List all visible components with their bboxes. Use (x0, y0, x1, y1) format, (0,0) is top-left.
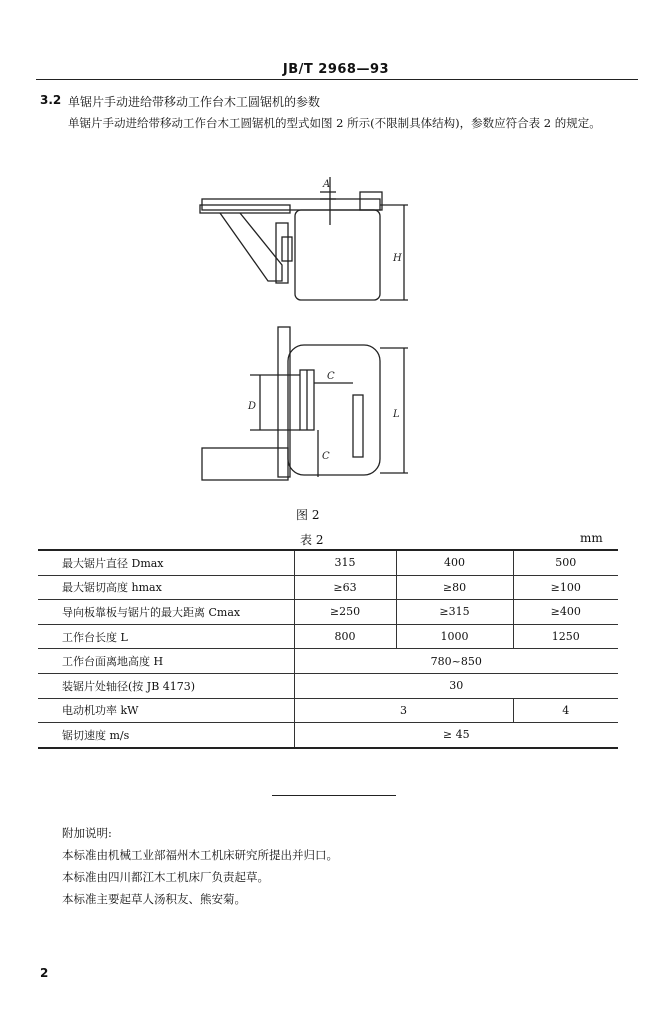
parameter-value-cell: 1000 (396, 624, 513, 649)
table-row (38, 698, 618, 723)
label-h: H (393, 253, 402, 264)
parameter-value-cell: 30 (294, 673, 618, 698)
table-row (38, 624, 618, 649)
table-row (38, 673, 618, 698)
note-line: 本标准由机械工业部福州木工机床研究所提出并归口。 (62, 848, 338, 862)
parameter-value-cell: ≥80 (396, 575, 513, 600)
document-header: JB/T 2968—93 (282, 62, 390, 77)
table-edge-block (360, 192, 382, 210)
parameter-value-cell: ≥250 (294, 600, 396, 625)
parameter-name-cell: 工作台长度 L (38, 624, 294, 649)
table-row (38, 550, 618, 575)
parameter-name-cell: 最大锯切高度 hmax (38, 575, 294, 600)
figure-caption: 图 2 (296, 508, 320, 522)
parameter-value-cell: ≥315 (396, 600, 513, 625)
label-d: D (248, 401, 257, 412)
header-rule (36, 79, 638, 80)
additional-notes (62, 822, 338, 910)
footnote-rule (272, 795, 396, 796)
label-l: L (393, 409, 400, 420)
table-support-bracket (220, 213, 282, 281)
sliding-table-plan (202, 448, 288, 480)
note-line: 本标准由四川都江木工机床厂负责起草。 (62, 870, 269, 884)
parameter-value-cell: 1250 (513, 624, 618, 649)
notes-heading: 附加说明: (62, 826, 112, 840)
parameter-value-cell: 3 (294, 698, 513, 723)
parameter-value-cell: 780~850 (294, 649, 618, 674)
sliding-table-arm (200, 205, 290, 213)
label-c-top: C (327, 371, 335, 382)
fence-handle (282, 237, 292, 261)
parameter-value-cell: ≥400 (513, 600, 618, 625)
machine-body-plan (288, 345, 380, 475)
parameter-value-cell: 315 (294, 550, 396, 575)
table-row (38, 649, 618, 674)
table-row (38, 723, 618, 748)
parameter-name-cell: 工作台面离地高度 H (38, 649, 294, 674)
guide-fence-plan (353, 395, 363, 457)
parameter-name-cell: 最大锯片直径 Dmax (38, 550, 294, 575)
parameter-value-cell: ≥100 (513, 575, 618, 600)
table-unit: mm (580, 531, 603, 545)
label-a: A (323, 179, 331, 190)
parameter-name-cell: 装锯片处轴径(按 JB 4173) (38, 673, 294, 698)
parameter-name-cell: 锯切速度 m/s (38, 723, 294, 748)
parameter-value-cell: ≥ 45 (294, 723, 618, 748)
figure-2-diagram (190, 165, 450, 500)
section-number: 3.2 (40, 93, 62, 107)
parameter-table (38, 549, 618, 749)
table-row (38, 575, 618, 600)
parameter-value-cell: 400 (396, 550, 513, 575)
section-paragraph: 单锯片手动进给带移动工作台木工圆锯机的型式如图 2 所示(不限制具体结构)，参数应符合表 2 的规定。 (68, 116, 601, 130)
table-row (38, 600, 618, 625)
parameter-value-cell: 800 (294, 624, 396, 649)
parameter-value-cell: 4 (513, 698, 618, 723)
note-line: 本标准主要起草人汤积友、熊安菊。 (62, 892, 246, 906)
parameter-value-cell: 500 (513, 550, 618, 575)
table-title: 表 2 (300, 533, 324, 547)
parameter-value-cell: ≥63 (294, 575, 396, 600)
parameter-name-cell: 电动机功率 kW (38, 698, 294, 723)
machine-body-side (295, 210, 380, 300)
page-number: 2 (40, 966, 49, 980)
section-title: 单锯片手动进给带移动工作台木工圆锯机的参数 (68, 95, 321, 109)
parameter-name-cell: 导向板靠板与锯片的最大距离 Cmax (38, 600, 294, 625)
label-c-bottom: C (322, 451, 330, 462)
